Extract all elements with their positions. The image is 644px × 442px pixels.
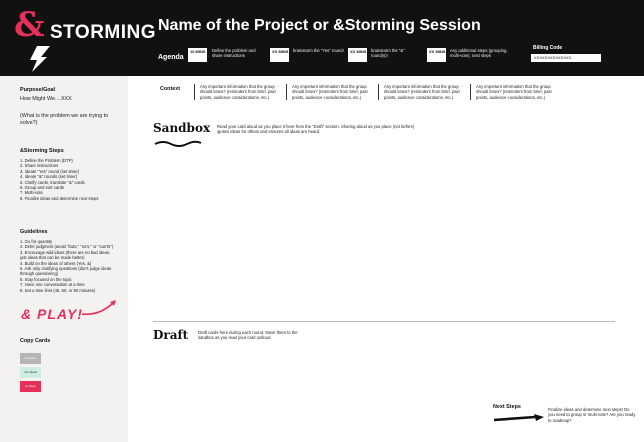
purpose-question[interactable]: (What is the problem we are trying to solve?) xyxy=(20,113,109,126)
purpose-heading: Purpose/Goal xyxy=(20,87,56,93)
billing-code-label: Billing Code xyxy=(533,45,563,51)
guideline-item: 3. Encourage wild ideas (there are no bad ideas, just ideas that can be made better) xyxy=(20,249,111,261)
step-item: 6. Group and sort cards xyxy=(20,185,64,191)
agenda-desc-1[interactable]: Define the problem and share instructions xyxy=(212,48,256,59)
project-title[interactable]: Name of the Project or &Storming Session xyxy=(158,17,481,34)
brush-arrow-icon xyxy=(493,414,545,424)
copy-card-and[interactable]: & Ideas xyxy=(20,381,41,392)
draft-area[interactable] xyxy=(150,348,480,436)
guideline-item: 5. Ask only clarifying questions (don't judge ideas through questioning) xyxy=(20,266,112,277)
context-column-4[interactable]: Any important information that the group should know? (reminders from brief, pain points, audience considerations, etc.) xyxy=(470,84,554,100)
step-item: 5. Clarify cards, translate "&" cards xyxy=(20,179,85,185)
lightning-bolt-icon xyxy=(28,46,50,72)
step-item: 4. Ideate "&" rounds (set timer) xyxy=(20,174,78,180)
agenda-time-4[interactable]: XX MINS xyxy=(427,48,446,62)
sandbox-area[interactable] xyxy=(150,150,618,318)
play-banner: & PLAY! xyxy=(21,306,83,322)
agenda-desc-2[interactable]: brainstorm the "Yes" round! xyxy=(293,48,344,53)
guideline-item: 2. Defer judgment (avoid "buts," "no's," or "can'ts") xyxy=(20,244,114,250)
draft-description: Draft cards here during each round. Move them to the sandbox as you read your card outloud. xyxy=(198,330,298,341)
guideline-item: 8. Set a time limit (45, 60, or 90 minutes) xyxy=(20,287,96,293)
agenda-desc-3[interactable]: brainstorm the "&" round(s)! xyxy=(371,48,405,59)
sandbox-description: Read your card aloud as you place it here from the "Draft" section. Sharing aloud as you place (not before) ignites ideas for others and ensures all ideas are heard. xyxy=(217,124,415,135)
guideline-item: 1. Go for quantity xyxy=(20,239,53,244)
step-item: 3. Ideate "Yes" round (set timer) xyxy=(20,168,80,174)
context-column-1[interactable]: Any important information that the group should know? (reminders from brief, pain points, audience considerations, etc.) xyxy=(194,84,278,100)
step-item: 8. Finalize ideas and determine next steps xyxy=(20,195,99,201)
steps-list xyxy=(20,158,120,201)
agenda-desc-4[interactable]: Any additional steps (grouping, multi-vote), next steps xyxy=(450,48,508,59)
guideline-item: 7. Have one conversation at a time xyxy=(20,282,85,288)
copy-cards-heading: Copy Cards xyxy=(20,338,51,344)
context-column-3[interactable]: Any important information that the group should know? (reminders from brief, pain points, audience considerations, etc.) xyxy=(378,84,462,100)
logo-ampersand: & xyxy=(14,5,45,45)
purpose-text[interactable]: How Might We....XXX xyxy=(20,96,72,102)
agenda-time-1[interactable]: 10 MINS xyxy=(188,48,207,62)
section-divider xyxy=(153,321,615,322)
guideline-item: 4. Build on the ideas of others (Yes, &) xyxy=(20,260,92,266)
sidebar xyxy=(0,76,128,442)
guideline-item: 6. Stay focused on the topic xyxy=(20,276,72,282)
billing-code-field[interactable]: XXXXXXXXXXXXXX xyxy=(531,54,601,62)
guidelines-heading: Guidelines xyxy=(20,229,48,235)
context-label: Context xyxy=(160,86,181,92)
steps-heading: &Storming Steps xyxy=(20,148,64,154)
brush-underline-icon xyxy=(153,138,203,148)
copy-card-category[interactable]: Category xyxy=(20,353,41,364)
guidelines-list xyxy=(20,239,116,293)
next-steps-label: Next Steps xyxy=(493,404,521,410)
sandbox-heading: Sandbox xyxy=(153,121,211,135)
copy-card-yes[interactable]: Yes Ideas xyxy=(20,367,41,378)
agenda-time-2[interactable]: XX MINS xyxy=(270,48,289,62)
next-steps-description[interactable]: Finalize ideas and determine next steps! Do you need to group or multi-vote? Are you ready to roadmap? xyxy=(548,407,636,423)
draft-heading: Draft xyxy=(153,328,189,342)
step-item: 1. Define the Problem (DTP) xyxy=(20,158,73,163)
curved-arrow-icon xyxy=(80,298,120,318)
logo-text: STORMING xyxy=(50,22,157,43)
header-bar xyxy=(0,0,644,76)
agenda-time-3[interactable]: XX MINS xyxy=(348,48,367,62)
step-item: 7. Multi-vote xyxy=(20,190,43,196)
storming-logo xyxy=(14,5,157,68)
context-column-2[interactable]: Any important information that the group should know? (reminders from brief, pain points, audience considerations, etc.) xyxy=(286,84,370,100)
step-item: 2. Share instructions xyxy=(20,163,59,169)
agenda-label: Agenda xyxy=(158,54,184,61)
